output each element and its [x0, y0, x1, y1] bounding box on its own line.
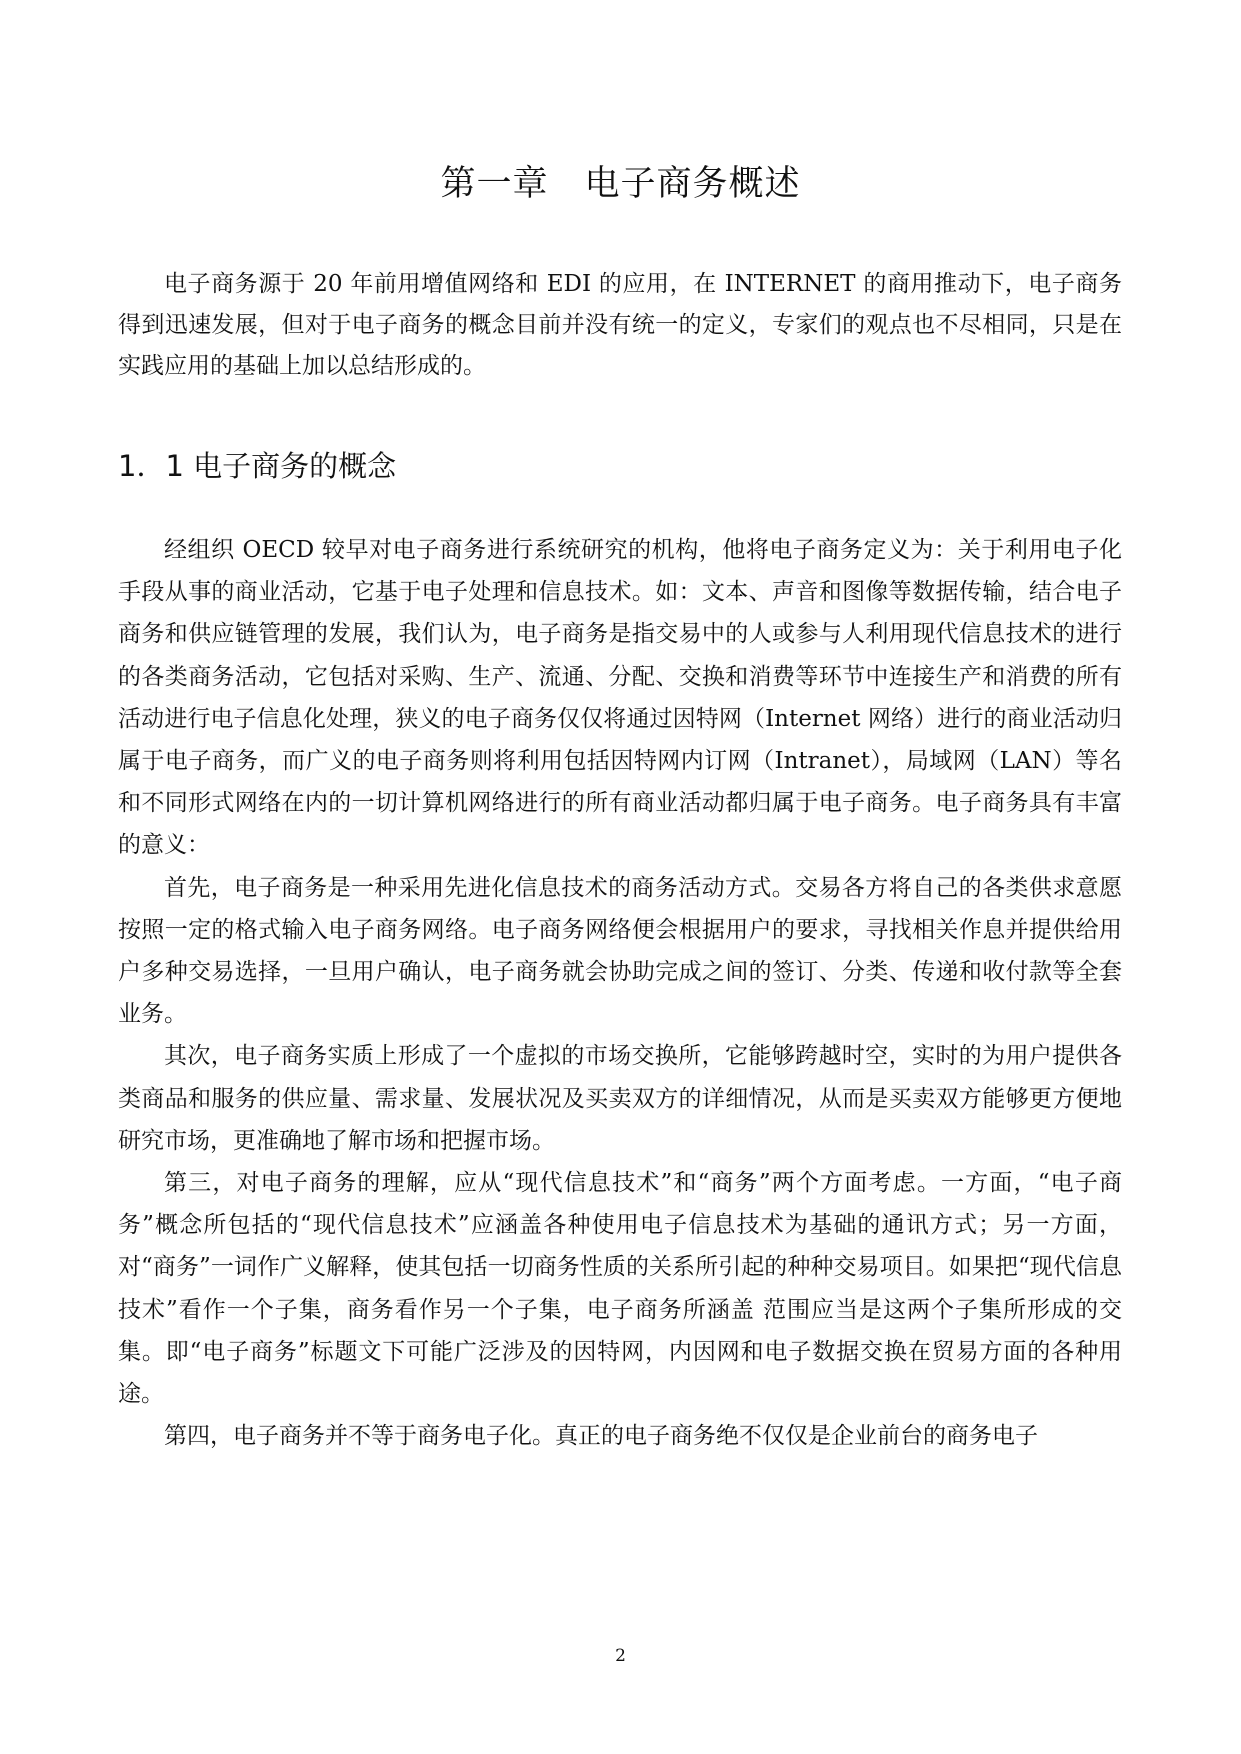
chapter-title: 第一章 电子商务概述 [440, 164, 801, 204]
intro-paragraph: 电子商务源于 20 年前用增值网络和 EDI 的应用，在 INTERNET 的商用推动下，电子商务得到迅速发展，但对于电子商务的概念目前并没有统一的定义，专家们的观点也不尽相同，只是在实践应用的基础上加以总结形成的。 [118, 271, 1122, 379]
section-heading: 1．1 电子商务的概念 [118, 449, 397, 483]
page-number: 2 [615, 1646, 626, 1666]
body-paragraph-second: 其次，电子商务实质上形成了一个虚拟的市场交换所，它能够跨越时空，实时的为用户提供各类商品和服务的供应量、需求量、发展状况及买卖双方的详细情况，从而是买卖双方能够更方便地研究市场，更准确地了解市场和把握市场。 [118, 1043, 1122, 1154]
section-body [118, 529, 1122, 1457]
body-paragraph-third: 第三，对电子商务的理解，应从“现代信息技术”和“商务”两个方面考虑。一方面，“电子商务”概念所包括的“现代信息技术”应涵盖各种使用电子信息技术为基础的通讯方式；另一方面，对“商务”一词作广义解释，使其包括一切商务性质的关系所引起的种种交易项目。如果把“现代信息技术”看作一个子集，商务看作另一个子集，电子商务所涵盖 范围应当是这两个子集所形成的交集。即“电子商务”标题文下可能广泛涉及的因特网，内因网和电子数据交换在贸易方面的各种用途。 [118, 1170, 1122, 1408]
intro-section [118, 264, 1122, 387]
body-paragraph-definition: 经组织 OECD 较早对电子商务进行系统研究的机构，他将电子商务定义为：关于利用电子化手段从事的商业活动，它基于电子处理和信息技术。如：文本、声音和图像等数据传输，结合电子商务和供应链管理的发展，我们认为，电子商务是指交易中的人或参与人利用现代信息技术的进行的各类商务活动，它包括对采购、生产、流通、分配、交换和消费等环节中连接生产和消费的所有活动进行电子信息化处理，狭义的电子商务仅仅将通过因特网（Internet 网络）进行的商业活动归属于电子商务，而广义的电子商务则将利用包括因特网内订网（Intranet），局域网（LAN）等名和不同形式网络在内的一切计算机网络进行的所有商业活动都归属于电子商务。电子商务具有丰富的意义： [118, 537, 1122, 859]
body-paragraph-fourth: 第四，电子商务并不等于商务电子化。真正的电子商务绝不仅仅是企业前台的商务电子 [164, 1423, 1038, 1450]
body-paragraph-first: 首先，电子商务是一种采用先进化信息技术的商务活动方式。交易各方将自己的各类供求意愿按照一定的格式输入电子商务网络。电子商务网络便会根据用户的要求，寻找相关作息并提供给用户多种交易选择，一旦用户确认，电子商务就会协助完成之间的签订、分类、传递和收付款等全套业务。 [118, 874, 1122, 1028]
